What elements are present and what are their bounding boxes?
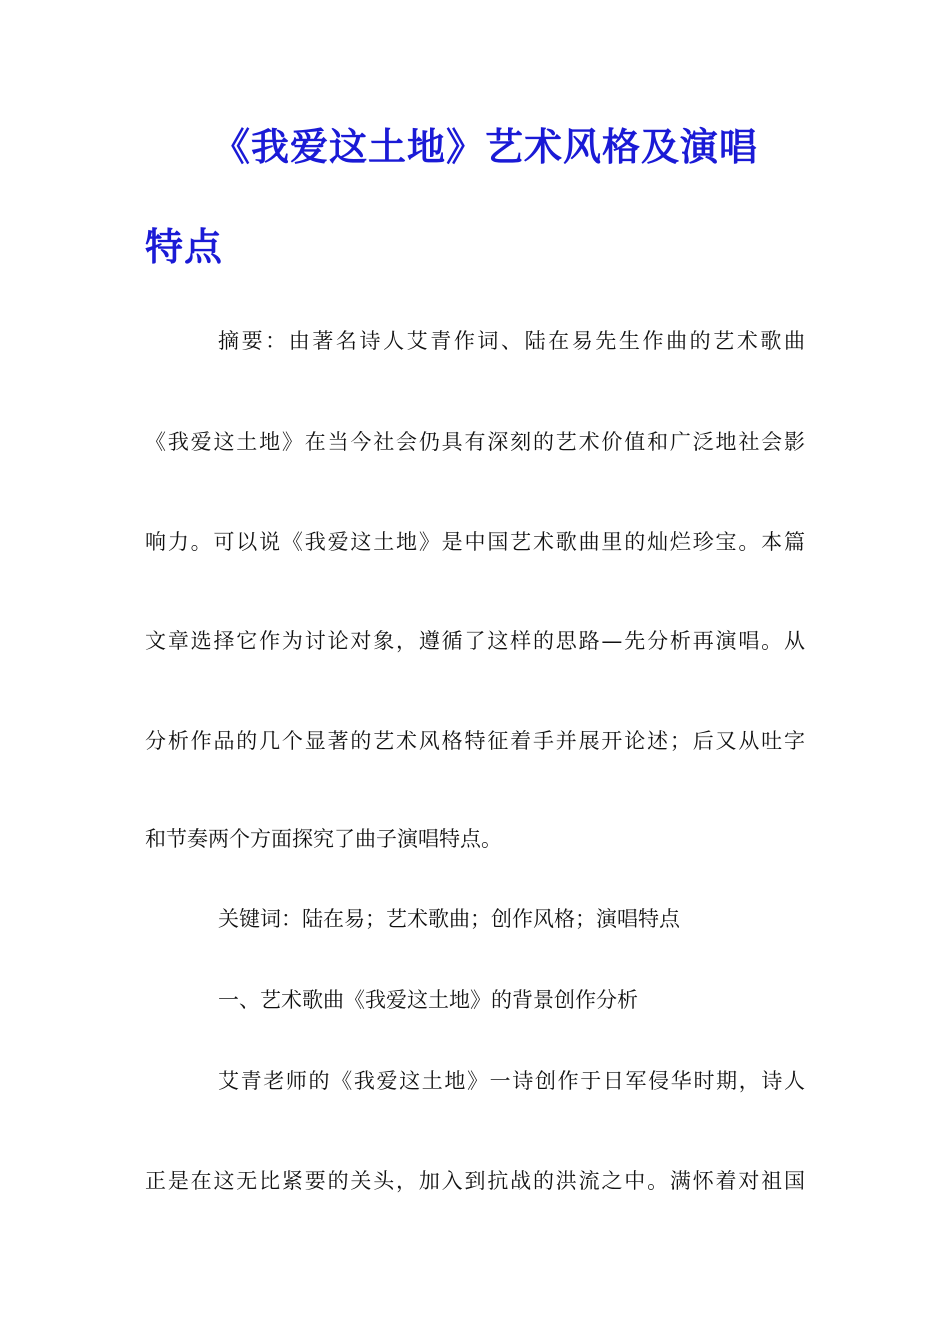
document-title-line-1: 《我爱这土地》艺术风格及演唱: [212, 125, 759, 169]
abstract-line-3: 响力。可以说《我爱这土地》是中国艺术歌曲里的灿烂珍宝。本篇: [145, 530, 805, 554]
section-1-line-2: 正是在这无比紧要的关头，加入到抗战的洪流之中。满怀着对祖国: [145, 1169, 805, 1193]
abstract-line-2: 《我爱这土地》在当今社会仍具有深刻的艺术价值和广泛地社会影: [145, 430, 805, 454]
abstract-line-5: 分析作品的几个显著的艺术风格特征着手并展开论述；后又从吐字: [145, 729, 805, 753]
document-title-line-2: 特点: [145, 225, 224, 269]
section-1-line-1: 艾青老师的《我爱这土地》一诗创作于日军侵华时期，诗人: [218, 1069, 805, 1093]
keywords-line: 关键词：陆在易；艺术歌曲；创作风格；演唱特点: [218, 907, 680, 931]
section-1-heading: 一、艺术歌曲《我爱这土地》的背景创作分析: [218, 988, 638, 1012]
abstract-line-6: 和节奏两个方面探究了曲子演唱特点。: [145, 827, 502, 851]
abstract-line-1: 摘要：由著名诗人艾青作词、陆在易先生作曲的艺术歌曲: [218, 329, 805, 353]
abstract-line-4: 文章选择它作为讨论对象，遵循了这样的思路—先分析再演唱。从: [145, 629, 805, 653]
